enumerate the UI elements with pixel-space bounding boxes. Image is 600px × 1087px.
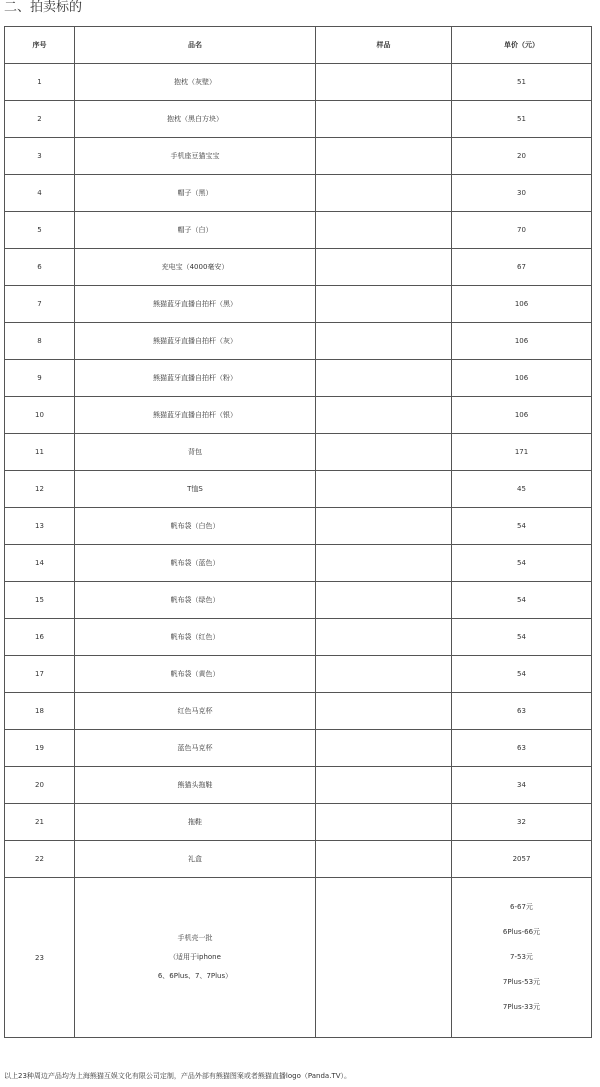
- row-price: 54: [452, 619, 592, 656]
- row-name-line: 6、6Plus、7、7Plus）: [157, 972, 233, 980]
- row-price: 106: [452, 286, 592, 323]
- row-price: 106: [452, 323, 592, 360]
- row-index: 19: [5, 730, 75, 767]
- table-row: [5, 397, 592, 434]
- row-sample: [316, 656, 452, 693]
- row-name-line: 手机壳一批: [177, 934, 213, 942]
- table-row: [5, 323, 592, 360]
- row-price: 32: [452, 804, 592, 841]
- row-index: 17: [5, 656, 75, 693]
- row-name: 礼盒: [75, 841, 316, 878]
- table-row: [5, 249, 592, 286]
- row-price-line: 7Plus-53元: [502, 978, 541, 986]
- row-price: 51: [452, 101, 592, 138]
- row-name: 充电宝（4000毫安）: [75, 249, 316, 286]
- table-row: [5, 175, 592, 212]
- row-index: 14: [5, 545, 75, 582]
- table-row: [5, 360, 592, 397]
- row-index: 6: [5, 249, 75, 286]
- row-index: 18: [5, 693, 75, 730]
- table-row: [5, 693, 592, 730]
- table-row: [5, 471, 592, 508]
- section-heading: 二、拍卖标的: [4, 0, 83, 15]
- row-name-line: （适用于iphone: [169, 953, 221, 961]
- auction-items-table: [4, 26, 592, 1038]
- row-price: 54: [452, 582, 592, 619]
- row-name: 熊猫蓝牙直播自拍杆（粉）: [75, 360, 316, 397]
- table-row: [5, 212, 592, 249]
- row-index: 3: [5, 138, 75, 175]
- header-index: 序号: [5, 27, 75, 64]
- row-index: 8: [5, 323, 75, 360]
- row-sample: [316, 582, 452, 619]
- row-index: 4: [5, 175, 75, 212]
- row-sample: [316, 286, 452, 323]
- row-price: 106: [452, 360, 592, 397]
- table-row: [5, 64, 592, 101]
- row-index: 21: [5, 804, 75, 841]
- row-price-line: 6Plus-66元: [502, 928, 541, 936]
- row-name-multiline: [75, 878, 316, 1038]
- row-sample: [316, 434, 452, 471]
- row-name: 手机座豆猫宝宝: [75, 138, 316, 175]
- row-index: 5: [5, 212, 75, 249]
- row-sample: [316, 693, 452, 730]
- row-name: 帆布袋（白色）: [75, 508, 316, 545]
- table-row: [5, 841, 592, 878]
- table-row: [5, 656, 592, 693]
- row-name: 抱枕（黑白方块）: [75, 101, 316, 138]
- row-name: 熊猫蓝牙直播自拍杆（银）: [75, 397, 316, 434]
- row-price: 51: [452, 64, 592, 101]
- row-sample: [316, 804, 452, 841]
- row-price: 54: [452, 656, 592, 693]
- row-index: 7: [5, 286, 75, 323]
- table-row: [5, 767, 592, 804]
- row-index: 20: [5, 767, 75, 804]
- row-sample: [316, 360, 452, 397]
- row-index: 10: [5, 397, 75, 434]
- table-row: [5, 582, 592, 619]
- row-index: 16: [5, 619, 75, 656]
- row-index: 11: [5, 434, 75, 471]
- row-price: 171: [452, 434, 592, 471]
- row-price: 54: [452, 545, 592, 582]
- row-index: 13: [5, 508, 75, 545]
- footnote: 以上23种周边产品均为上海熊猫互娱文化有限公司定制，产品外部有熊猫图案或者熊猫直播logo（Panda.TV）。: [4, 1072, 352, 1080]
- row-sample: [316, 508, 452, 545]
- row-price: 45: [452, 471, 592, 508]
- header-price: 单价（元）: [452, 27, 592, 64]
- row-price: 67: [452, 249, 592, 286]
- row-sample: [316, 767, 452, 804]
- row-name: 帆布袋（黄色）: [75, 656, 316, 693]
- table-header-row: [5, 27, 592, 64]
- row-name: 抱枕（灰壁）: [75, 64, 316, 101]
- row-price: 2057: [452, 841, 592, 878]
- row-sample: [316, 730, 452, 767]
- row-index: 23: [5, 878, 75, 1038]
- row-price-line: 7-53元: [510, 953, 533, 961]
- row-name: 熊猫头拖鞋: [75, 767, 316, 804]
- row-sample: [316, 397, 452, 434]
- row-sample: [316, 175, 452, 212]
- row-sample: [316, 323, 452, 360]
- table-row: [5, 286, 592, 323]
- row-name: 红色马克杯: [75, 693, 316, 730]
- row-price-multiline: [452, 878, 592, 1038]
- row-sample: [316, 101, 452, 138]
- row-name: 蓝色马克杯: [75, 730, 316, 767]
- table-body: [5, 64, 592, 1038]
- row-sample: [316, 545, 452, 582]
- row-price: 63: [452, 730, 592, 767]
- row-index: 2: [5, 101, 75, 138]
- row-sample: [316, 138, 452, 175]
- row-price: 20: [452, 138, 592, 175]
- table-row: [5, 138, 592, 175]
- row-index: 1: [5, 64, 75, 101]
- row-name: 背包: [75, 434, 316, 471]
- row-price-line: 7Plus-33元: [502, 1003, 541, 1011]
- row-price: 63: [452, 693, 592, 730]
- row-price: 106: [452, 397, 592, 434]
- row-sample: [316, 471, 452, 508]
- row-name: 帆布袋（红色）: [75, 619, 316, 656]
- table-row: [5, 101, 592, 138]
- table-row: [5, 730, 592, 767]
- row-name: 熊猫蓝牙直播自拍杆（黑）: [75, 286, 316, 323]
- row-price-line: 6-67元: [510, 903, 533, 911]
- row-price: 70: [452, 212, 592, 249]
- row-index: 15: [5, 582, 75, 619]
- row-name: 帆布袋（蓝色）: [75, 545, 316, 582]
- row-sample: [316, 212, 452, 249]
- table-row: [5, 508, 592, 545]
- row-index: 12: [5, 471, 75, 508]
- header-sample: 样品: [316, 27, 452, 64]
- table-row: [5, 804, 592, 841]
- table-row: [5, 619, 592, 656]
- row-index: 22: [5, 841, 75, 878]
- row-sample: [316, 619, 452, 656]
- row-name: 帽子（黑）: [75, 175, 316, 212]
- row-name: 帆布袋（绿色）: [75, 582, 316, 619]
- table-row: [5, 545, 592, 582]
- table-row-last: [5, 878, 592, 1038]
- table-row: [5, 434, 592, 471]
- row-sample: [316, 64, 452, 101]
- row-name: 帽子（白）: [75, 212, 316, 249]
- row-price: 54: [452, 508, 592, 545]
- row-sample: [316, 841, 452, 878]
- row-index: 9: [5, 360, 75, 397]
- row-name: 熊猫蓝牙直播自拍杆（灰）: [75, 323, 316, 360]
- row-sample: [316, 878, 452, 1038]
- row-sample: [316, 249, 452, 286]
- row-price: 34: [452, 767, 592, 804]
- row-name: 拖鞋: [75, 804, 316, 841]
- row-price: 30: [452, 175, 592, 212]
- row-name: T恤S: [75, 471, 316, 508]
- header-name: 品名: [75, 27, 316, 64]
